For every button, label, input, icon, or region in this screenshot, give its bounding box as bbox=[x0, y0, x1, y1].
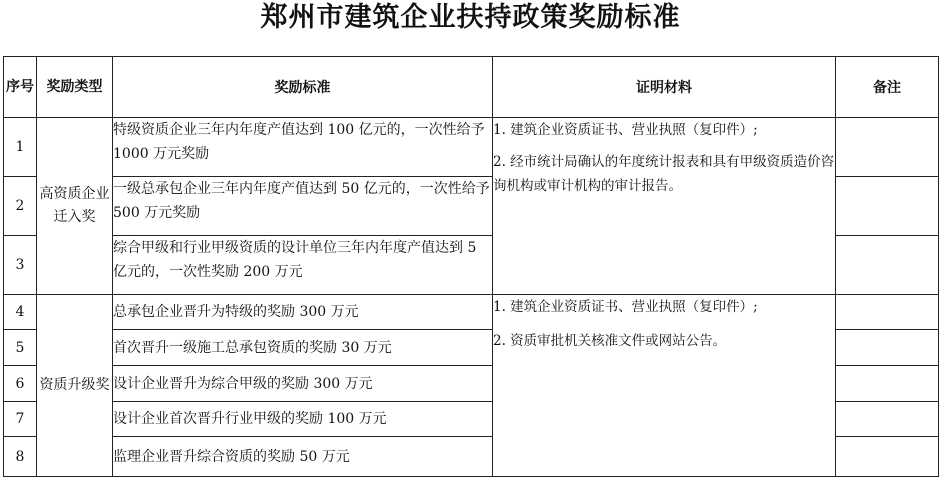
note-cell bbox=[836, 236, 939, 295]
note-cell bbox=[836, 366, 939, 402]
header-category: 奖励类型 bbox=[37, 57, 113, 118]
row-no: 5 bbox=[4, 330, 37, 366]
row-no: 7 bbox=[4, 402, 37, 437]
table-row bbox=[4, 118, 939, 177]
row-no: 1 bbox=[4, 118, 37, 177]
header-materials: 证明材料 bbox=[493, 57, 836, 118]
material-item: 2. 资质审批机关核准文件或网站公告。 bbox=[493, 333, 727, 349]
table-row bbox=[4, 295, 939, 330]
table-header-row bbox=[4, 57, 939, 118]
material-item: 1. 建筑企业资质证书、营业执照（复印件）; bbox=[493, 122, 758, 138]
standard-cell: 一级总承包企业三年内年度产值达到 50 亿元的，一次性给予 500 万元奖励 bbox=[113, 177, 493, 236]
row-no: 6 bbox=[4, 366, 37, 402]
materials-cell bbox=[493, 118, 836, 295]
header-notes: 备注 bbox=[836, 57, 939, 118]
material-item: 2. 经市统计局确认的年度统计报表和具有甲级资质造价咨询机构或审计机构的审计报告。 bbox=[493, 154, 835, 194]
materials-cell bbox=[493, 295, 836, 477]
header-standard: 奖励标准 bbox=[113, 57, 493, 118]
row-no: 4 bbox=[4, 295, 37, 330]
standard-cell: 监理企业晋升综合资质的奖励 50 万元 bbox=[113, 437, 493, 477]
note-cell bbox=[836, 295, 939, 330]
standard-cell: 设计企业首次晋升行业甲级的奖励 100 万元 bbox=[113, 402, 493, 437]
page-title: 郑州市建筑企业扶持政策奖励标准 bbox=[260, 2, 681, 33]
header-no: 序号 bbox=[4, 57, 37, 118]
category-cell: 资质升级奖 bbox=[37, 295, 113, 477]
note-cell bbox=[836, 402, 939, 437]
note-cell bbox=[836, 330, 939, 366]
note-cell bbox=[836, 118, 939, 177]
standard-cell: 总承包企业晋升为特级的奖励 300 万元 bbox=[113, 295, 493, 330]
category-cell: 高资质企业迁入奖 bbox=[37, 118, 113, 295]
note-cell bbox=[836, 437, 939, 477]
row-no: 8 bbox=[4, 437, 37, 477]
note-cell bbox=[836, 177, 939, 236]
standard-cell: 特级资质企业三年内年度产值达到 100 亿元的，一次性给予 1000 万元奖励 bbox=[113, 118, 493, 177]
row-no: 2 bbox=[4, 177, 37, 236]
policy-table bbox=[3, 56, 939, 477]
standard-cell: 首次晋升一级施工总承包资质的奖励 30 万元 bbox=[113, 330, 493, 366]
row-no: 3 bbox=[4, 236, 37, 295]
standard-cell: 设计企业晋升为综合甲级的奖励 300 万元 bbox=[113, 366, 493, 402]
material-item: 1. 建筑企业资质证书、营业执照（复印件）; bbox=[493, 299, 758, 315]
standard-cell: 综合甲级和行业甲级资质的设计单位三年内年度产值达到 5 亿元的，一次性奖励 200 万元 bbox=[113, 236, 493, 295]
